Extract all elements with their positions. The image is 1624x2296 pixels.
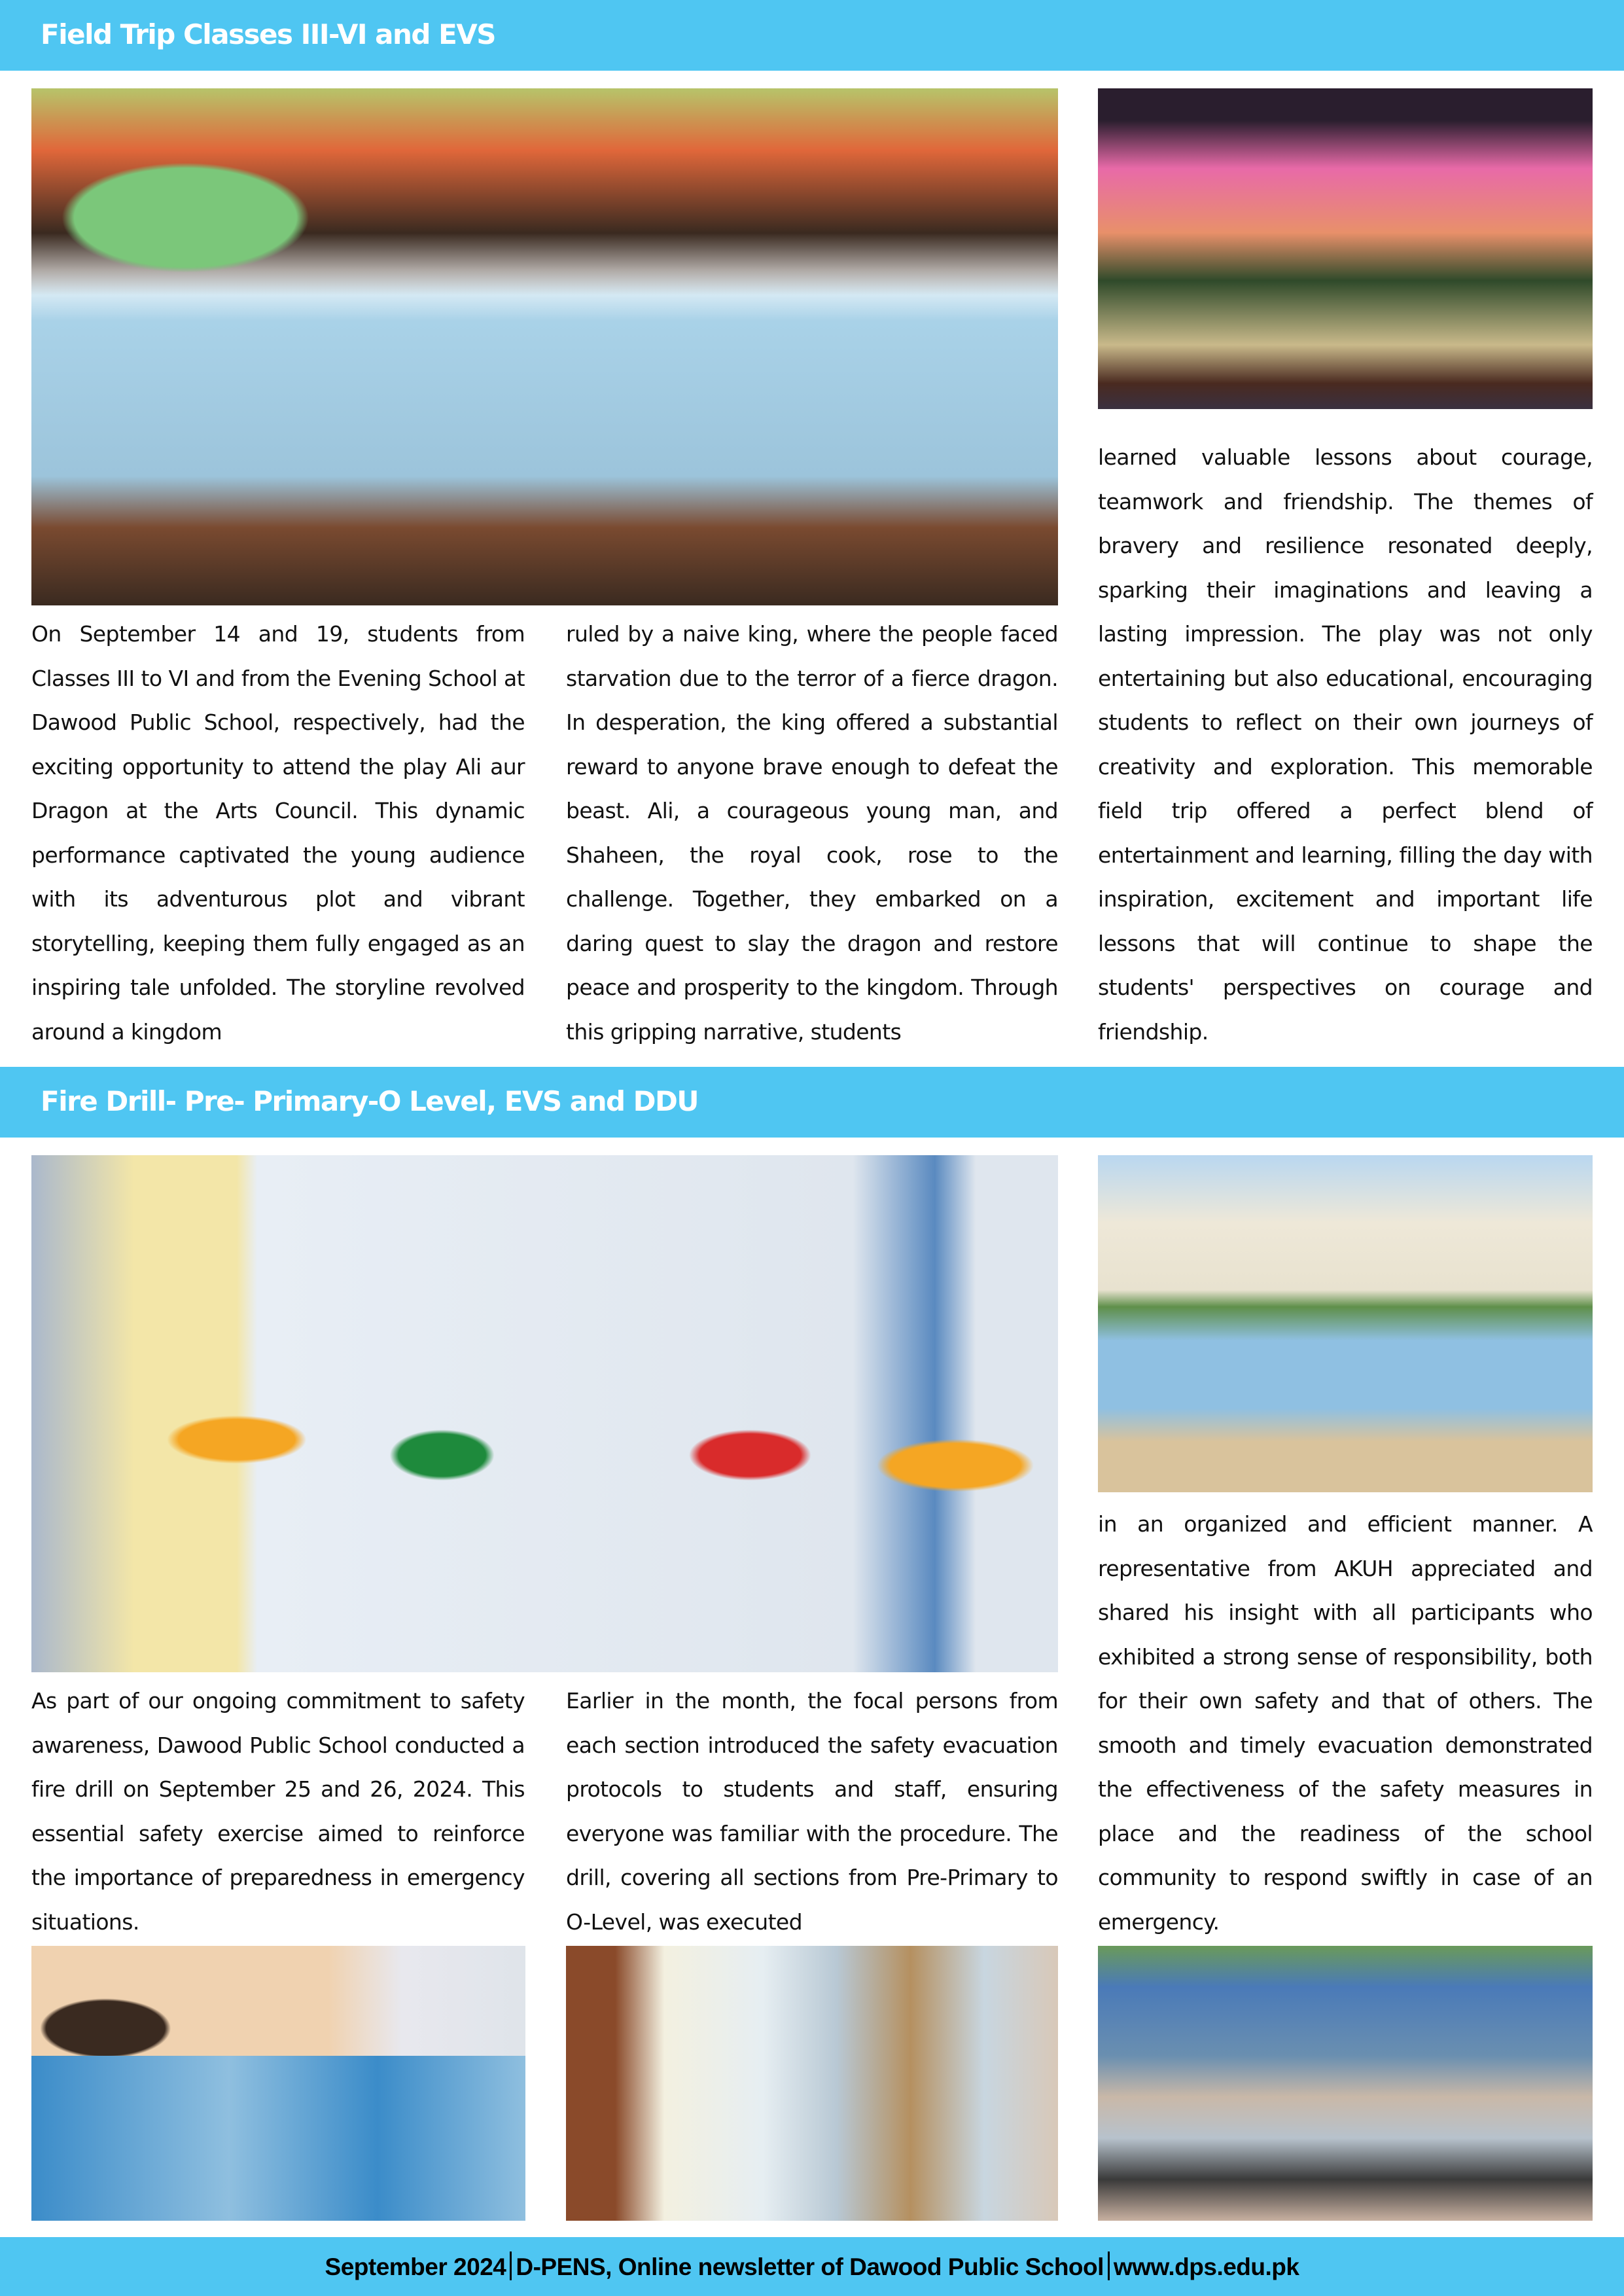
article-column-2 <box>566 612 1058 1054</box>
article-paragraph: Earlier in the month, the focal persons from each section introduced the safety evacuation protocols to students and staff, ensuring everyone was familiar with the procedure. The drill, covering all sections from Pre-Primary to O-Level, was executed <box>566 1688 1058 1935</box>
photo-field-trip-main <box>31 88 1058 605</box>
article-paragraph: On September 14 and 19, students from Classes III to VI and from the Evening School at Dawood Public School, respectively, had the exciting opportunity to attend the play Ali aur Dragon at the Arts Council. This dynamic performance captivated the young audience with its adventurous plot and vibrant storytelling, keeping them fully engaged as an inspiring tale unfolded. The storyline revolved around a kingdom <box>31 621 525 1045</box>
section-title: Field Trip Classes III-VI and EVS <box>41 18 496 50</box>
footer-date: September 2024 <box>325 2253 506 2280</box>
section-header-fire-drill <box>0 1067 1624 1138</box>
article-paragraph: in an organized and efficient manner. A representative from AKUH appreciated and shared his insight with all participants who exhibited a strong sense of responsibility, both for their own safety and that of others. The smooth and timely evacuation demonstrated the effectiveness of the safety measures in place and the readiness of the school community to respond swiftly in case of an emergency. <box>1098 1511 1593 1935</box>
article-column-1 <box>31 1679 525 1944</box>
footer-divider <box>510 2251 512 2280</box>
article-column-3 <box>1098 435 1593 1054</box>
article-column-2 <box>566 1679 1058 1944</box>
footer-website-link[interactable]: www.dps.edu.pk <box>1113 2253 1299 2280</box>
article-column-3 <box>1098 1502 1593 1944</box>
section-header-field-trip <box>0 0 1624 71</box>
section-title: Fire Drill- Pre- Primary-O Level, EVS and DDU <box>41 1085 699 1117</box>
article-paragraph: ruled by a naive king, where the people faced starvation due to the terror of a fierce dragon. In desperation, the king offered a substantial reward to anyone brave enough to defeat the beast. Ali, a courageous young man, and Shaheen, the royal cook, rose to the challenge. Together, they embarked on a daring quest to slay the dragon and restore peace and prosperity to the kingdom. Through this gripping narrative, students <box>566 621 1058 1045</box>
footer-divider <box>1108 2251 1110 2280</box>
photo-fire-drill-assembly <box>1098 1155 1593 1492</box>
footer <box>0 2251 1624 2281</box>
photo-fire-drill-corridor <box>31 1155 1058 1672</box>
article-paragraph: As part of our ongoing commitment to safety awareness, Dawood Public School conducted a fire drill on September 25 and 26, 2024. This essential safety exercise aimed to reinforce the importance of preparedness in emergency situations. <box>31 1688 525 1935</box>
photo-fire-drill-akuh-representative <box>1098 1946 1593 2221</box>
photo-fire-drill-library <box>566 1946 1058 2221</box>
footer-publication: D-PENS, Online newsletter of Dawood Public School <box>516 2253 1104 2280</box>
article-paragraph: learned valuable lessons about courage, teamwork and friendship. The themes of bravery and resilience resonated deeply, sparking their imaginations and leaving a lasting impression. The play was not only entertaining but also educational, encouraging students to reflect on their own journeys of creativity and exploration. This memorable field trip offered a perfect blend of entertainment and learning, filling the day with inspiration, excitement and important life lessons that will continue to shape the students' perspectives on courage and friendship. <box>1098 444 1593 1045</box>
photo-field-trip-evening-school <box>1098 88 1593 409</box>
article-column-1 <box>31 612 525 1054</box>
photo-fire-drill-seated-students <box>31 1946 525 2221</box>
